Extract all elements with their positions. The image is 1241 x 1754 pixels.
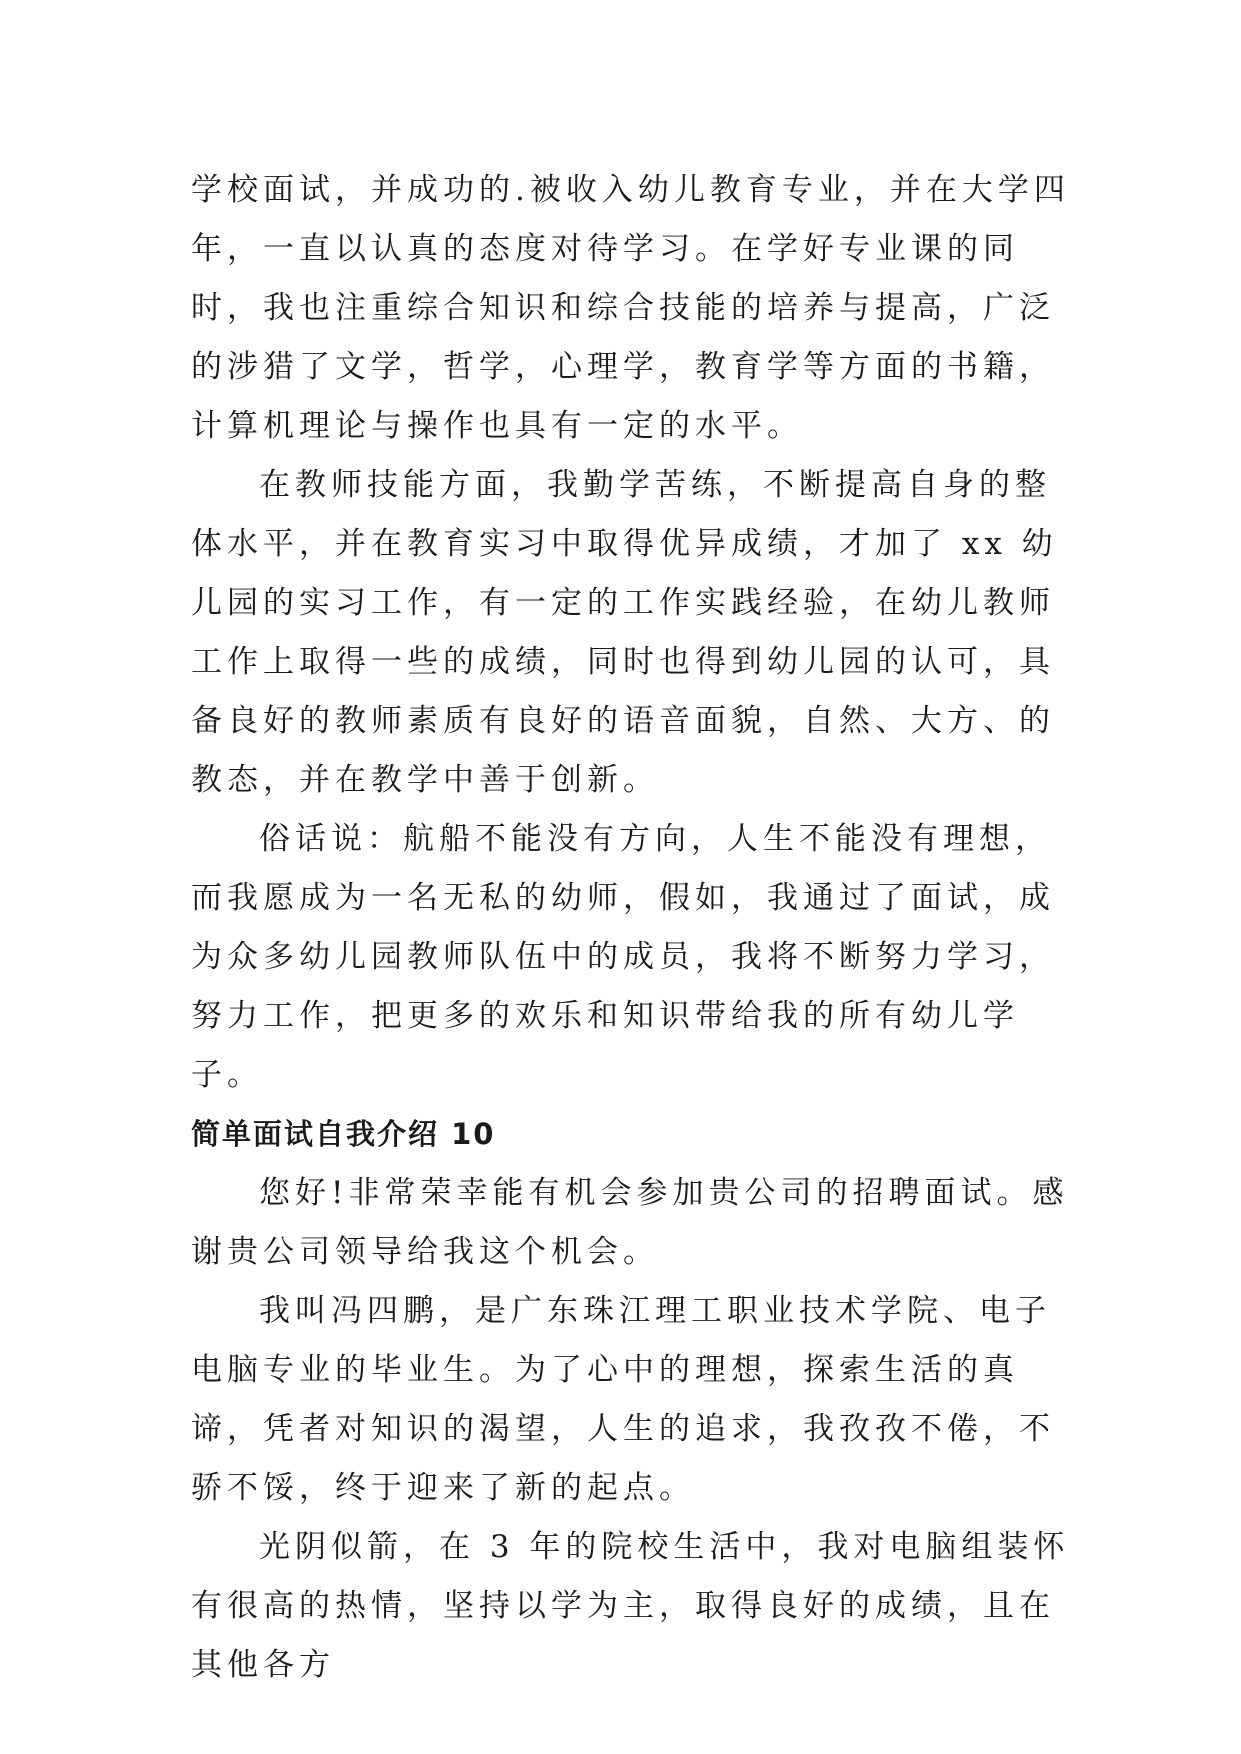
paragraph-education: 学校面试，并成功的.被收入幼儿教育专业，并在大学四年，一直以认真的态度对待学习。在学好专业课的同时，我也注重综合知识和综合技能的培养与提高，广泛的涉猎了文学，哲学，心理学，教育学等方面的书籍，计算机理论与操作也具有一定的水平。: [191, 172, 1070, 444]
paragraph-greeting: 您好!非常荣幸能有机会参加贵公司的招聘面试。感谢贵公司领导给我这个机会。: [191, 1175, 1069, 1270]
document-body: [191, 161, 1071, 1695]
paragraph-college-life: 光阴似箭，在 3 年的院校生活中，我对电脑组装怀有很高的热情，坚持以学为主，取得良好的成绩，且在其他各方: [191, 1529, 1070, 1683]
paragraph-aspiration: 俗话说：航船不能没有方向，人生不能没有理想，而我愿成为一名无私的幼师，假如，我通过了面试，成为众多幼儿园教师队伍中的成员，我将不断努力学习，努力工作，把更多的欢乐和知识带给我的所有幼儿学子。: [191, 821, 1055, 1093]
paragraph-teaching-skills: 在教师技能方面，我勤学苦练，不断提高自身的整体水平，并在教育实习中取得优异成绩，才加了 xx 幼儿园的实习工作，有一定的工作实践经验，在幼儿教师工作上取得一些的成绩，同时也得到幼儿园的认可，具备良好的教师素质有良好的语音面貌，自然、大方、的教态，并在教学中善于创新。: [191, 467, 1058, 798]
paragraph-introduction: 我叫冯四鹏，是广东珠江理工职业技术学院、电子电脑专业的毕业生。为了心中的理想，探索生活的真谛，凭者对知识的渴望，人生的追求，我孜孜不倦，不骄不馁，终于迎来了新的起点。: [191, 1293, 1055, 1506]
section-title: 简单面试自我介绍 10: [191, 1117, 496, 1151]
